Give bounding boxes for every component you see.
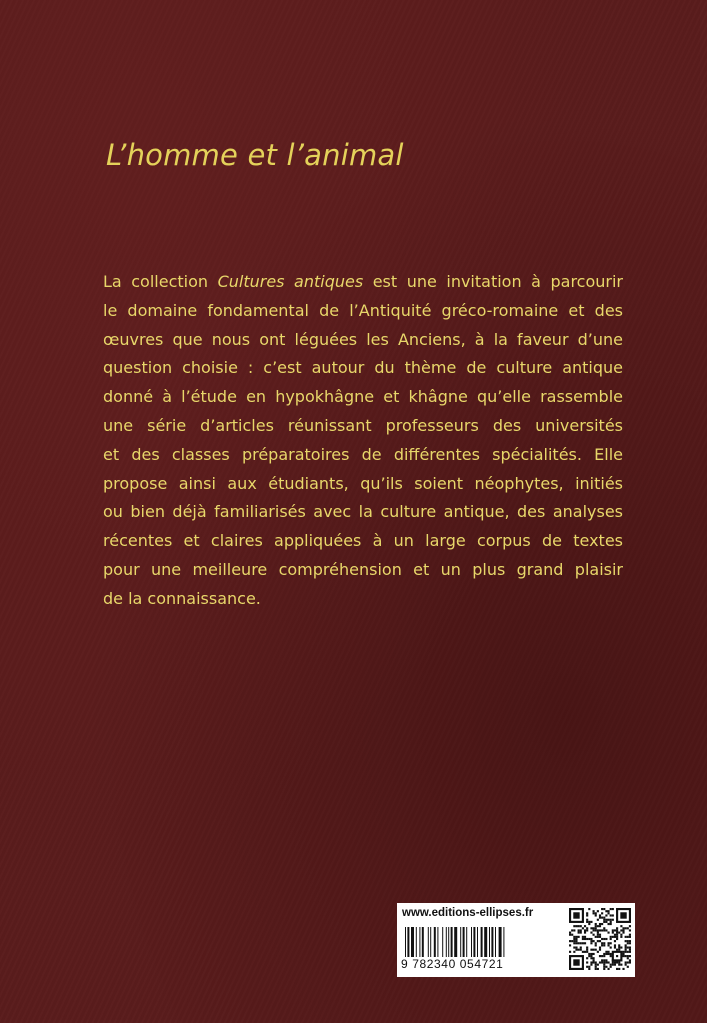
blurb-line [103,585,623,614]
book-title: L’homme et l’animal [106,138,404,172]
blurb-text: ou bien déjà familiarisés avec la culture antique, des analyses [103,502,623,522]
blurb-line [103,527,623,556]
blurb-line [103,326,623,355]
blurb-text: de la connaissance. [103,588,261,608]
blurb-text: La collection [103,272,218,291]
blurb-line [103,556,623,585]
blurb-line [103,498,623,527]
blurb-text: propose ainsi aux étudiants, qu’ils soient néophytes, initiés [103,473,623,493]
barcode-label [397,903,635,977]
isbn-digits: 9 782340 054721 [401,957,504,971]
collection-name: Cultures antiques [217,272,364,291]
blurb-text: récentes et claires appliquées à un large corpus de textes [103,531,623,551]
barcode-icon [403,927,555,957]
blurb-text: le domaine fondamental de l’Antiquité gréco-romaine et des [103,300,623,320]
blurb-text: question choisie : c’est autour du thème de culture antique [103,358,623,378]
blurb-paragraph [103,268,623,614]
blurb-line [103,441,623,470]
qr-code-icon [569,908,631,970]
blurb-text: et des classes préparatoires de différentes spécialités. Elle [103,444,623,464]
blurb-line [103,297,623,326]
blurb-line [103,470,623,499]
blurb-line [103,268,623,297]
blurb-line [103,383,623,412]
publisher-url: www.editions-ellipses.fr [402,907,534,919]
blurb-text: œuvres que nous ont léguées les Anciens, à la faveur d’une [103,329,623,349]
blurb-line [103,354,623,383]
blurb-text: donné à l’étude en hypokhâgne et khâgne qu’elle rassemble [103,387,623,407]
blurb-text: est une invitation à parcourir [363,272,623,291]
blurb-text: pour une meilleure compréhension et un plus grand plaisir [103,559,623,579]
blurb-text: une série d’articles réunissant professeurs des universités [103,415,623,435]
blurb-line [103,412,623,441]
